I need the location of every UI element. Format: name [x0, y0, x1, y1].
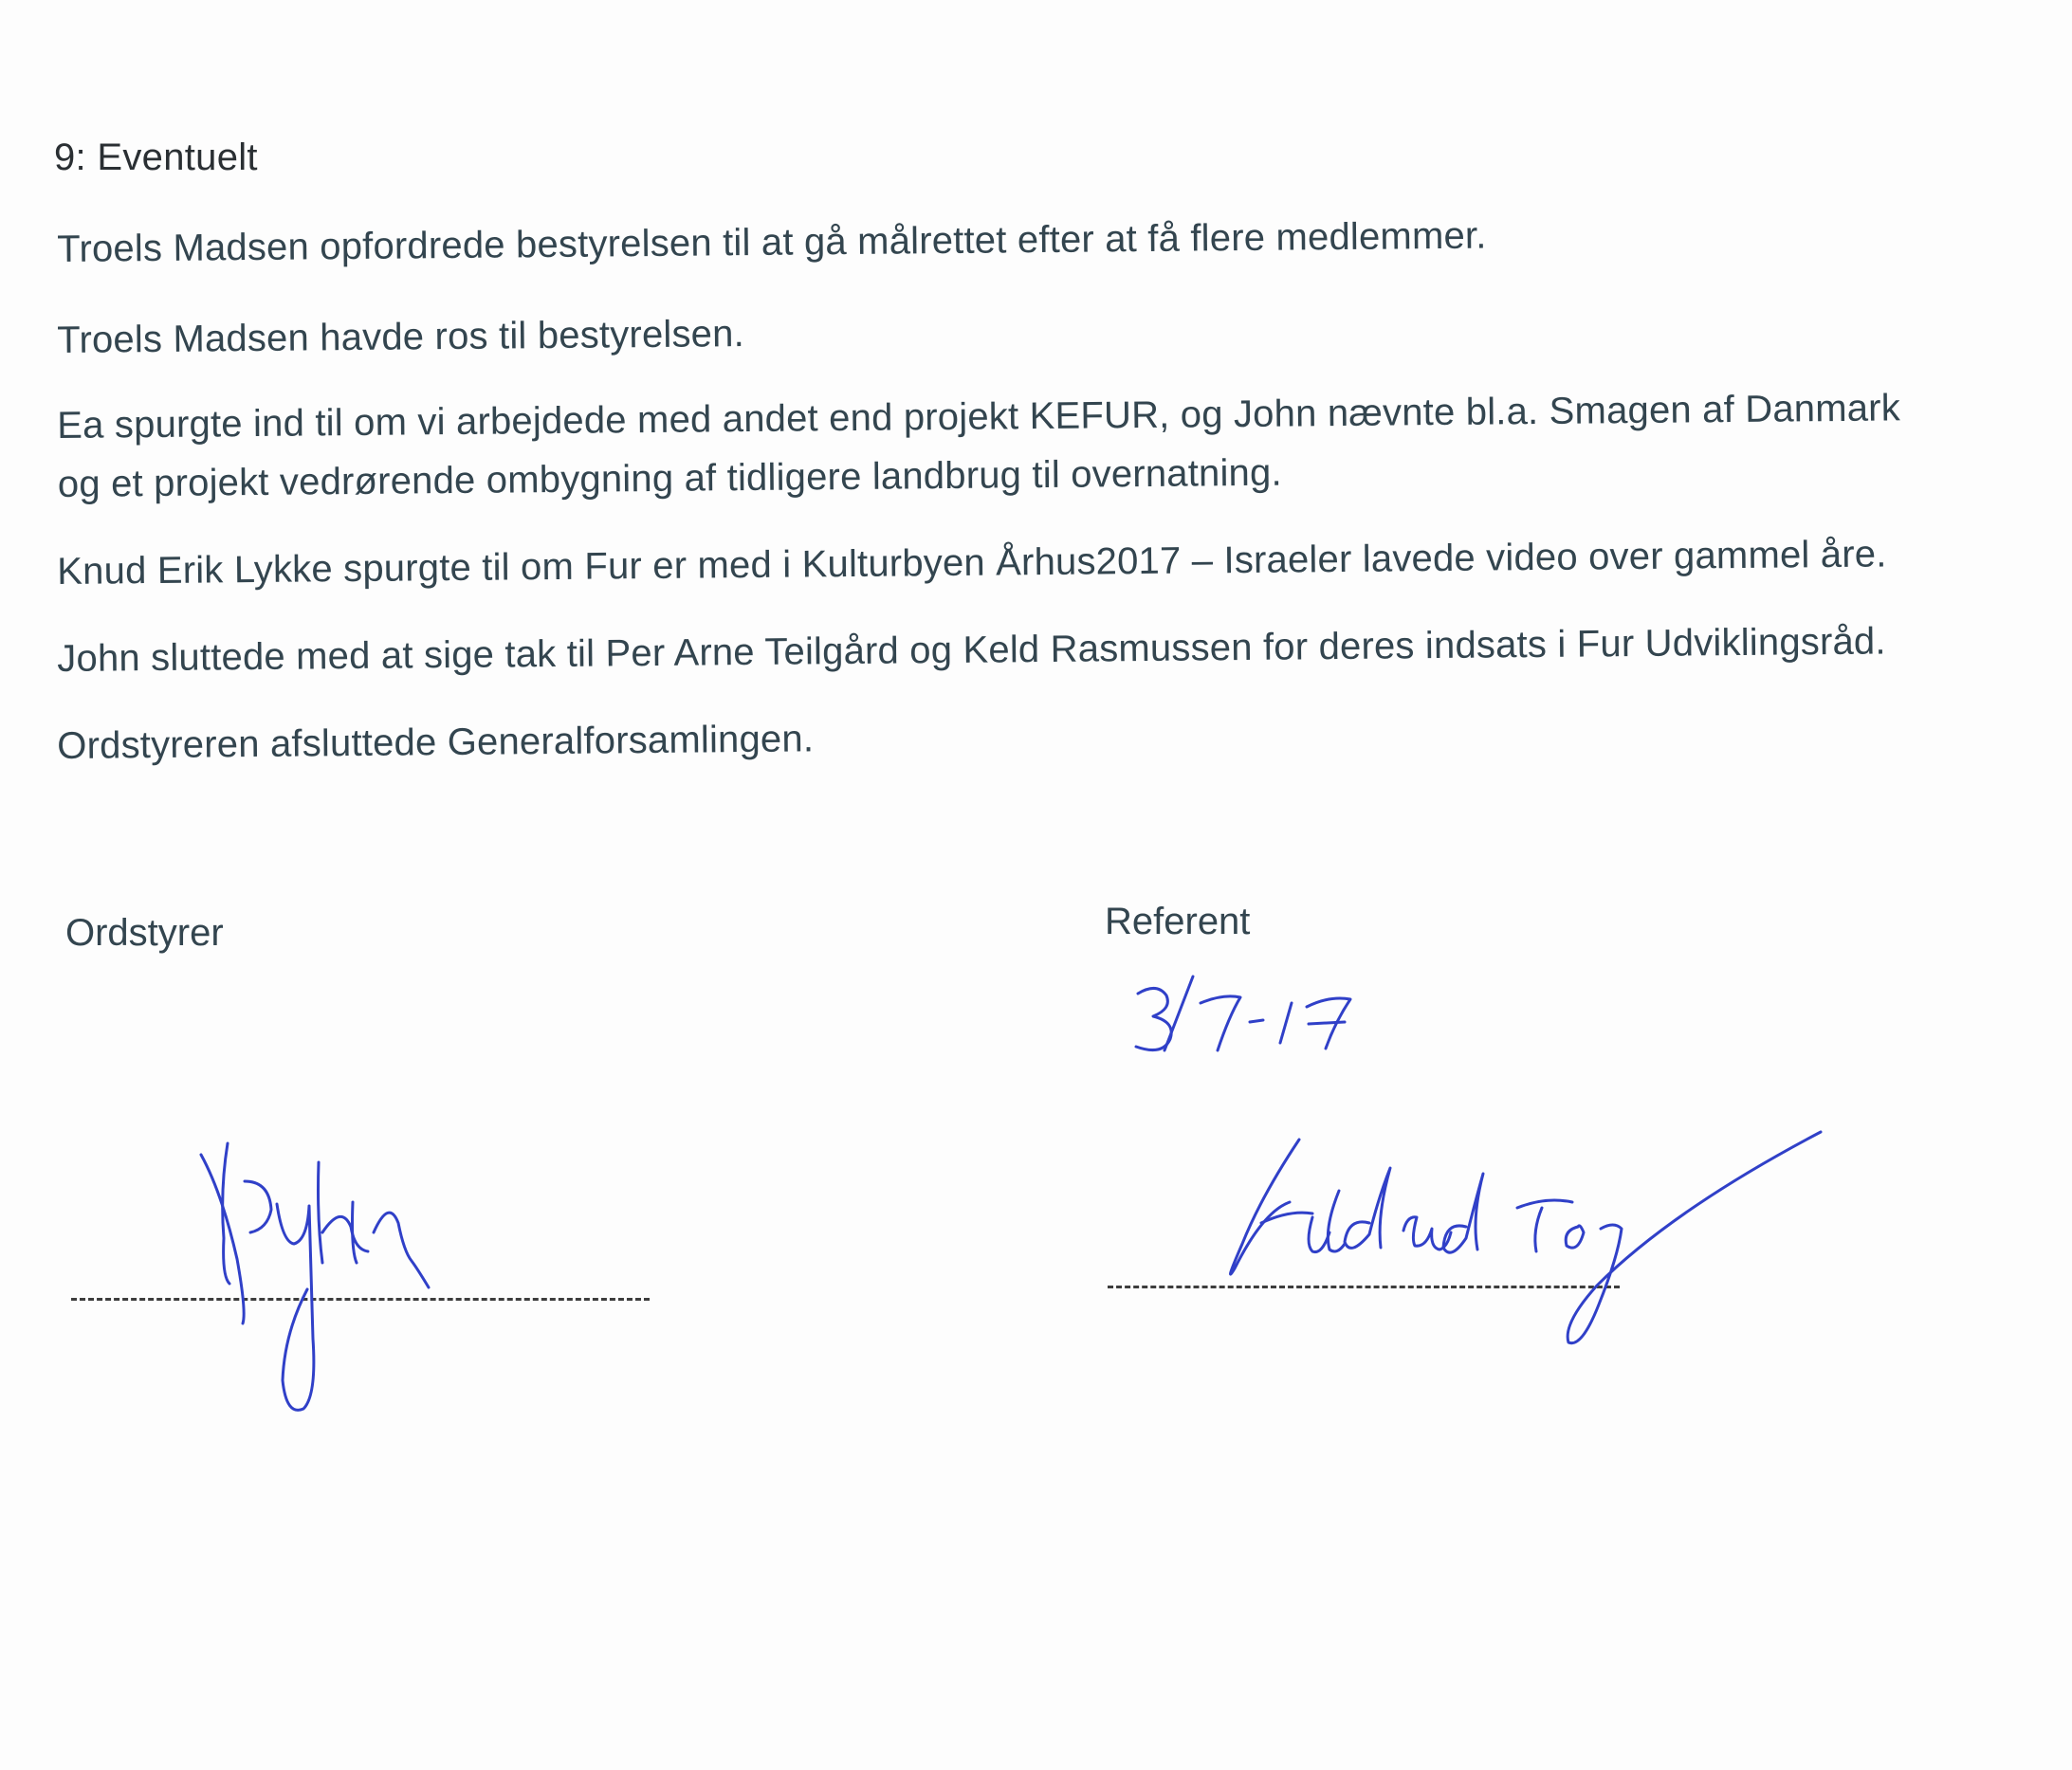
chairman-signature	[201, 1143, 429, 1410]
handwritten-date	[1136, 976, 1350, 1050]
chairman-label: Ordstyrer	[65, 912, 224, 954]
paragraph-ea-projects	[57, 377, 2002, 514]
secretary-signature-line	[1108, 1286, 1620, 1288]
paragraph-troels-praise: Troels Madsen havde ros til bestyrelsen.	[57, 313, 745, 361]
paragraph-closing: Ordstyreren afsluttede Generalforsamlingen.	[57, 718, 815, 767]
chairman-signature-line	[71, 1298, 650, 1301]
paragraph-ea-line-2: og et projekt vedrørende ombygning af tidligere landbrug til overnatning.	[57, 451, 1282, 505]
paragraph-troels-members: Troels Madsen opfordrede bestyrelsen til at gå målrettet efter at få flere medlemmer.	[57, 214, 1487, 270]
paragraph-knud-erik: Knud Erik Lykke spurgte til om Fur er med i Kulturbyen Århus2017 – Israeler lavede video over gammel åre.	[57, 533, 1887, 593]
paragraph-ea-line-1: Ea spurgte ind til om vi arbejdede med andet end projekt KEFUR, og John nævnte bl.a. Smagen af Danmark	[57, 387, 1901, 447]
secretary-signature	[1231, 1132, 1822, 1343]
section-heading: 9: Eventuelt	[54, 137, 258, 178]
secretary-label: Referent	[1105, 901, 1251, 942]
paragraph-john-thanks: John sluttede med at sige tak til Per Arne Teilgård og Keld Rasmussen for deres indsats i Fur Udviklingsråd.	[57, 620, 1886, 680]
